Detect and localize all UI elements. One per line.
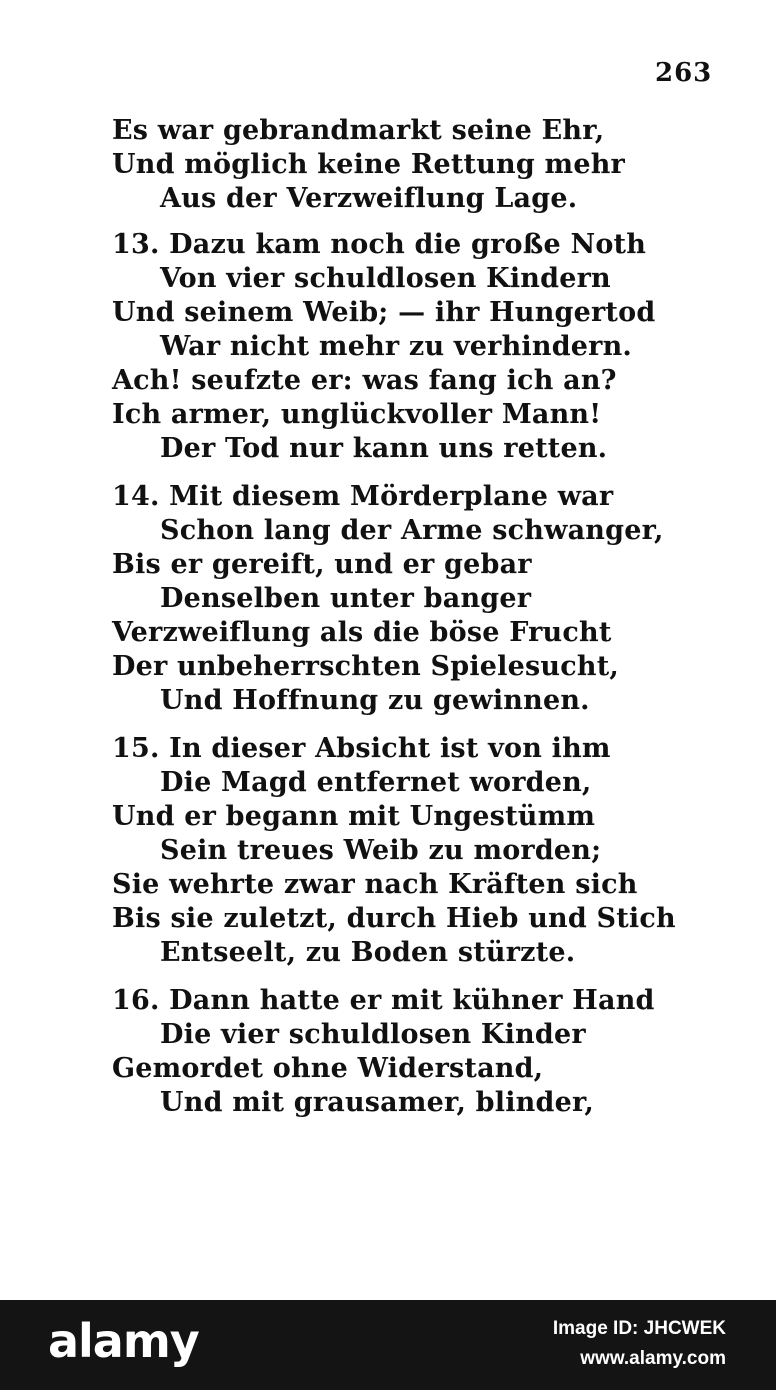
verse-line: Ich armer, unglückvoller Mann! <box>112 399 602 430</box>
verse-line: Der Tod nur kann uns retten. <box>160 433 608 464</box>
verse-line: Denselben unter banger <box>160 583 532 614</box>
verse-line: Schon lang der Arme schwanger, <box>160 515 664 546</box>
verse-line: Verzweiflung als die böse Frucht <box>112 617 612 648</box>
verse-line: Die Magd entfernet worden, <box>160 767 592 798</box>
verse-line: Bis sie zuletzt, durch Hieb und Stich <box>112 903 676 934</box>
verse-line: Die vier schuldlosen Kinder <box>160 1019 586 1050</box>
verse-line: Sein treues Weib zu morden; <box>160 835 602 866</box>
verse-line: Und möglich keine Rettung mehr <box>112 149 625 180</box>
verse-line: Der unbeherrschten Spielesucht, <box>112 651 619 682</box>
verse-line: Aus der Verzweiflung Lage. <box>160 183 578 214</box>
verse-line: Und er begann mit Ungestümm <box>112 801 596 832</box>
verse-line: Es war gebrandmarkt seine Ehr, <box>112 115 605 146</box>
verse-line: Entseelt, zu Boden stürzte. <box>160 937 576 968</box>
verse-line: Bis er gereift, und er gebar <box>112 549 532 580</box>
verse-line: 14. Mit diesem Mörderplane war <box>112 481 614 512</box>
image-id-label: Image ID: JHCWEK <box>552 1318 726 1339</box>
site-url: www.alamy.com <box>580 1348 726 1369</box>
verse-line: 16. Dann hatte er mit kühner Hand <box>112 985 655 1016</box>
verse-line: Und seinem Weib; — ihr Hungertod <box>112 297 656 328</box>
verse-line: Und Hoffnung zu gewinnen. <box>160 685 590 716</box>
verse-line: Sie wehrte zwar nach Kräften sich <box>112 869 638 900</box>
verse-line: 15. In dieser Absicht ist von ihm <box>112 733 611 764</box>
verse-line: Von vier schuldlosen Kindern <box>160 263 611 294</box>
verse-line: War nicht mehr zu verhindern. <box>160 331 633 362</box>
verse-line: Gemordet ohne Widerstand, <box>112 1053 544 1084</box>
verse-line: 13. Dazu kam noch die große Noth <box>112 229 647 260</box>
verse-line: Ach! seufzte er: was fang ich an? <box>112 365 617 396</box>
watermark-bar <box>0 1300 776 1390</box>
verse-line: Und mit grausamer, blinder, <box>160 1087 595 1118</box>
alamy-logo: alamy <box>48 1314 199 1368</box>
page-number: 263 <box>655 58 713 88</box>
